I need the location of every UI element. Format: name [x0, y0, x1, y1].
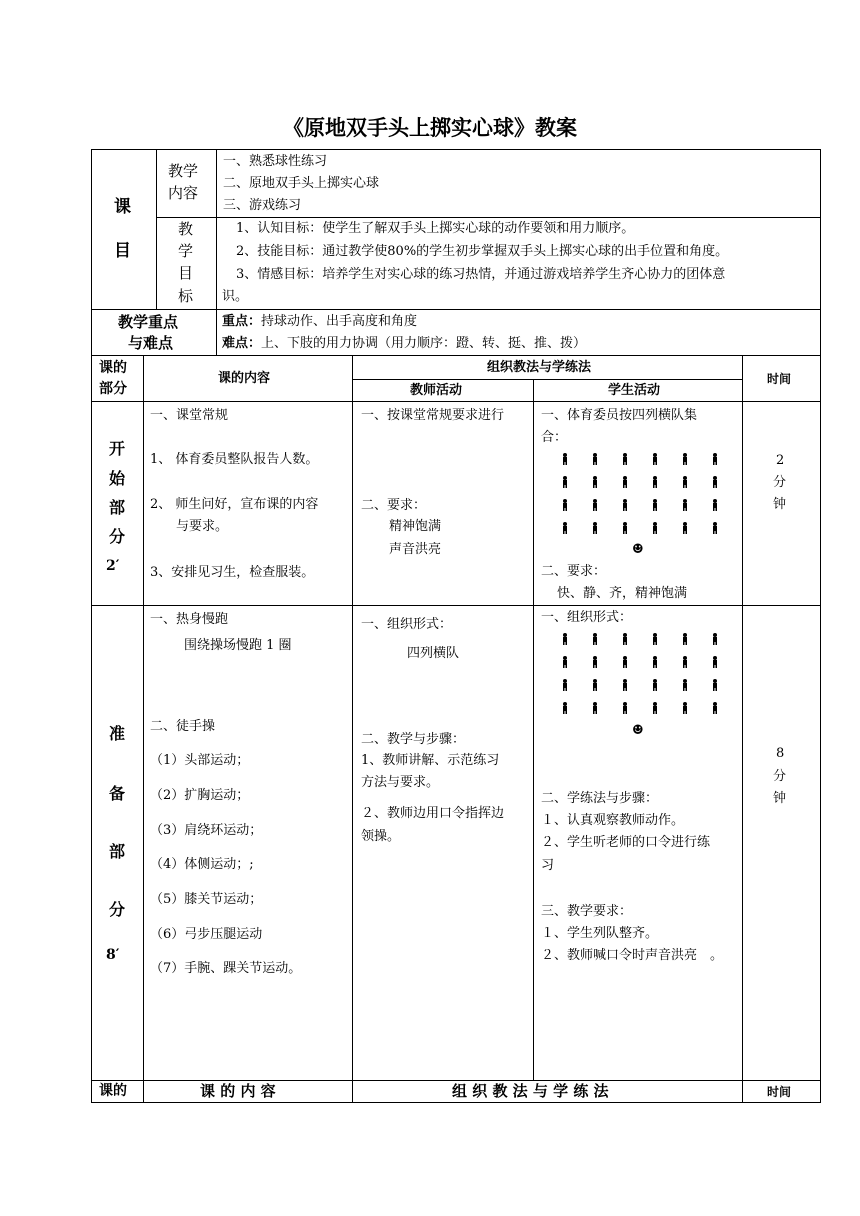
start-teacher: 一、按课堂常规要求进行 — [361, 408, 505, 423]
page-title: 《原地双手头上掷实心球》教案 — [283, 116, 577, 140]
person-figure-icon — [562, 656, 568, 672]
prep-part-char: 准 — [109, 724, 126, 743]
person-figure-icon — [562, 499, 568, 515]
person-figure-icon — [712, 476, 718, 492]
content-item: 三、游戏练习 — [223, 198, 302, 213]
prep-student: ２、教师喊口令时声音洪亮 。 — [541, 948, 724, 963]
header-content: 课的内容 — [218, 371, 271, 386]
prep-part-char: 部 — [109, 842, 126, 861]
key-points-label-2: 与难点 — [128, 334, 174, 352]
start-teacher: 精神饱满 — [389, 519, 442, 534]
prep-student: １、学生列队整齐。 — [541, 926, 659, 941]
start-student: 快、静、齐，精神饱满 — [557, 586, 688, 601]
person-figure-icon — [622, 702, 628, 718]
key-label: 重点： — [222, 314, 262, 329]
prep-content: （4）体侧运动；; — [150, 857, 254, 872]
prep-teacher: 1、教师讲解、示范练习 — [361, 753, 500, 768]
prep-student: ２、学生听老师的口令进行练 — [541, 835, 711, 850]
key-points-label-1: 教学重点 — [118, 313, 179, 331]
person-figure-icon — [622, 499, 628, 515]
start-part-char: 分 — [109, 527, 126, 546]
prep-student: 习 — [541, 858, 555, 873]
prep-student: 一、组织形式： — [541, 610, 633, 625]
start-content: 与要求。 — [176, 519, 229, 534]
person-figure-icon — [562, 476, 568, 492]
footer-content: 课 的 内 容 — [200, 1082, 276, 1100]
person-figure-icon — [712, 499, 718, 515]
prep-content: （7）手腕、踝关节运动。 — [150, 961, 302, 976]
person-figure-icon — [592, 702, 598, 718]
goal-text: 3、情感目标：培养学生对实心球的练习热情，并通过游戏培养学生齐心协力的团体意 — [236, 267, 726, 282]
person-figure-icon — [622, 679, 628, 695]
prep-content: 一、热身慢跑 — [150, 612, 229, 627]
prep-teacher: 一、组织形式： — [361, 617, 453, 632]
goal-text: 1、认知目标：使学生了解双手头上掷实心球的动作要领和用力顺序。 — [236, 221, 635, 236]
person-figure-icon — [652, 522, 658, 538]
person-figure-icon — [562, 522, 568, 538]
header-part-1: 课的 — [99, 360, 127, 376]
person-figure-icon — [592, 679, 598, 695]
start-content: 一、课堂常规 — [150, 408, 229, 423]
person-figure-icon — [712, 522, 718, 538]
person-figure-icon — [652, 679, 658, 695]
goal-text: 2、技能目标：通过教学使80%的学生初步掌握双手头上掷实心球的出手位置和角度。 — [236, 244, 729, 259]
prep-content: 二、徒手操 — [150, 719, 216, 734]
start-part-char: 2′ — [106, 558, 120, 574]
person-figure-icon — [592, 476, 598, 492]
prep-content: （5）膝关节运动； — [150, 892, 263, 907]
person-figure-icon — [562, 679, 568, 695]
start-student: 合： — [541, 430, 568, 445]
person-figure-icon — [652, 656, 658, 672]
prep-time: 8 — [776, 746, 785, 761]
start-teacher: 声音洪亮 — [389, 542, 442, 557]
smiley-teacher-icon: ☻ — [632, 723, 644, 738]
prep-part-char: 备 — [109, 784, 126, 803]
goal-label-char: 教 — [178, 220, 194, 238]
prep-time: 钟 — [773, 791, 787, 806]
start-time: 钟 — [773, 497, 787, 512]
person-figure-icon — [592, 633, 598, 649]
start-content: 2、 师生问好，宣布课的内容 — [150, 497, 319, 512]
person-figure-icon — [562, 453, 568, 469]
person-figure-icon — [682, 633, 688, 649]
header-method: 组织教法与学练法 — [487, 360, 592, 375]
prep-teacher: 二、教学与步骤： — [361, 732, 466, 747]
start-content: 3、安排见习生，检查服装。 — [150, 565, 315, 580]
person-figure-icon — [592, 656, 598, 672]
footer-method: 组 织 教 法 与 学 练 法 — [452, 1082, 609, 1100]
prep-teacher: 四列横队 — [407, 646, 460, 661]
goal-label-char: 目 — [178, 264, 194, 282]
person-figure-icon — [652, 499, 658, 515]
header-time: 时间 — [767, 372, 792, 386]
person-figure-icon — [592, 499, 598, 515]
start-student: 一、体育委员按四列横队集 — [541, 408, 698, 423]
person-figure-icon — [562, 633, 568, 649]
prep-teacher: ２、教师边用口令指挥边 — [361, 806, 505, 821]
prep-part-char: 8′ — [106, 947, 120, 963]
goal-label-char: 标 — [178, 287, 194, 305]
footer-time: 时间 — [767, 1085, 792, 1099]
person-figure-icon — [622, 476, 628, 492]
start-time: 2 — [776, 453, 785, 468]
prep-part-char: 分 — [109, 900, 126, 919]
start-part-char: 开 — [109, 439, 126, 458]
person-figure-icon — [622, 656, 628, 672]
start-part-char: 部 — [109, 498, 126, 517]
smiley-teacher-icon: ☻ — [632, 542, 644, 557]
person-figure-icon — [712, 679, 718, 695]
person-figure-icon — [682, 522, 688, 538]
person-figure-icon — [682, 476, 688, 492]
prep-content: （1）头部运动； — [150, 753, 250, 768]
diff-label: 难点： — [222, 336, 262, 351]
person-figure-icon — [652, 702, 658, 718]
course-label-2: 目 — [114, 241, 131, 261]
person-figure-icon — [682, 679, 688, 695]
person-figure-icon — [712, 656, 718, 672]
prep-content: （2）扩胸运动； — [150, 788, 250, 803]
person-figure-icon — [622, 633, 628, 649]
prep-content: 围绕操场慢跑 1 圈 — [184, 638, 292, 653]
person-figure-icon — [622, 453, 628, 469]
start-content: 1、 体育委员整队报告人数。 — [150, 452, 319, 467]
prep-student: 二、学练法与步骤： — [541, 791, 659, 806]
course-label-1: 课 — [114, 197, 131, 217]
goal-label-char: 学 — [178, 242, 194, 260]
start-part-char: 始 — [109, 469, 126, 488]
prep-content: （3）肩绕环运动； — [150, 823, 263, 838]
goal-text: 识。 — [222, 289, 249, 304]
content-item: 二、原地双手头上掷实心球 — [223, 176, 380, 191]
header-teacher: 教师活动 — [410, 383, 463, 398]
prep-student: 三、教学要求： — [541, 904, 633, 919]
header-student: 学生活动 — [608, 383, 661, 398]
start-teacher: 二、要求： — [361, 498, 427, 513]
person-figure-icon — [682, 656, 688, 672]
prep-time: 分 — [773, 769, 787, 784]
person-figure-icon — [592, 522, 598, 538]
person-figure-icon — [712, 702, 718, 718]
prep-teacher: 领操。 — [361, 829, 401, 844]
person-figure-icon — [682, 702, 688, 718]
start-time: 分 — [773, 475, 787, 490]
person-figure-icon — [562, 702, 568, 718]
content-label-1: 教学 — [168, 162, 199, 180]
person-figure-icon — [712, 633, 718, 649]
content-item: 一、熟悉球性练习 — [223, 154, 328, 169]
person-figure-icon — [652, 453, 658, 469]
person-figure-icon — [652, 633, 658, 649]
prep-teacher: 方法与要求。 — [361, 775, 440, 790]
prep-student: １、认真观察教师动作。 — [541, 813, 685, 828]
person-figure-icon — [622, 522, 628, 538]
footer-part: 课的 — [99, 1083, 127, 1099]
diff-text: 上、下肢的用力协调（用力顺序：蹬、转、挺、推、拨） — [261, 336, 587, 351]
start-student: 二、要求： — [541, 564, 607, 579]
person-figure-icon — [682, 499, 688, 515]
content-label-2: 内容 — [168, 184, 199, 202]
key-text: 持球动作、出手高度和角度 — [261, 314, 418, 329]
header-part-2: 部分 — [99, 381, 127, 397]
person-figure-icon — [652, 476, 658, 492]
person-figure-icon — [592, 453, 598, 469]
person-figure-icon — [712, 453, 718, 469]
prep-content: （6）弓步压腿运动 — [150, 927, 263, 942]
person-figure-icon — [682, 453, 688, 469]
